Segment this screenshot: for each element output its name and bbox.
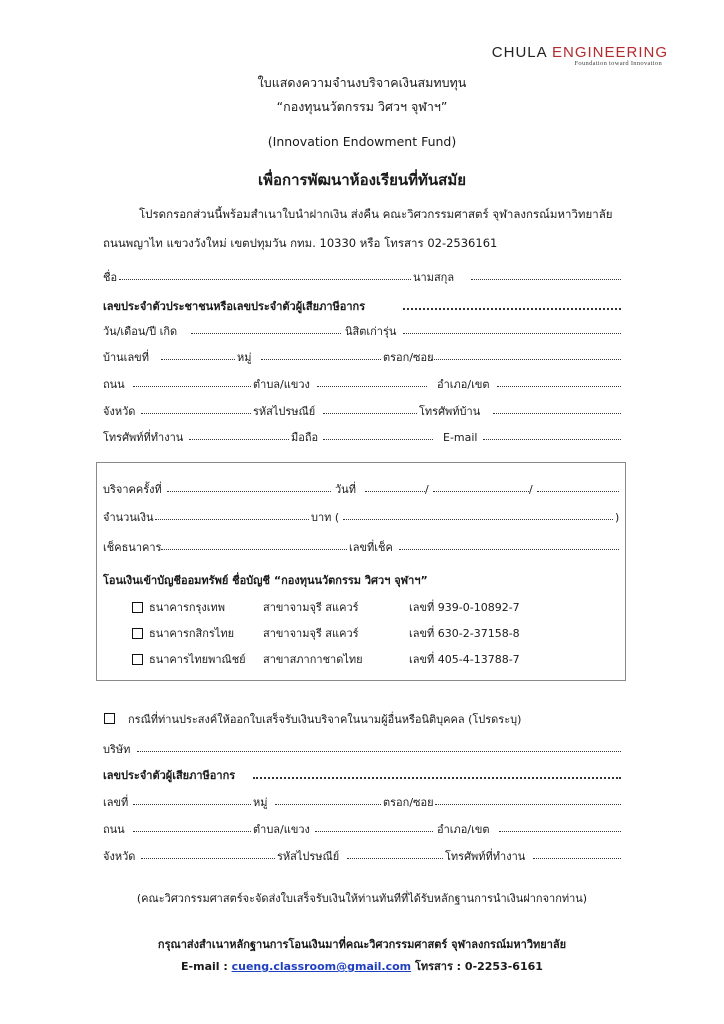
- company-number-field[interactable]: [133, 804, 251, 805]
- bangkok-bank-checkbox[interactable]: [132, 602, 143, 613]
- house-no-field[interactable]: [161, 359, 235, 360]
- soi-field[interactable]: [431, 359, 621, 360]
- instructions-line1: โปรดกรอกส่วนนี้พร้อมสำเนาใบนำฝากเงิน ส่งคืน คณะวิศวกรรมศาสตร์ จุฬาลงกรณ์มหาวิทยาลัย: [139, 207, 613, 221]
- name-field[interactable]: [119, 279, 411, 280]
- donation-details-box: [96, 462, 626, 681]
- fax-contact: โทรสาร : 0-2253-6161: [411, 960, 543, 973]
- province-label: จังหวัด: [103, 405, 136, 418]
- home-phone-field[interactable]: [493, 413, 621, 414]
- amount-words-field[interactable]: [343, 519, 613, 520]
- house-no-label: บ้านเลขที่: [103, 351, 149, 364]
- form-title-purpose: เพื่อการพัฒนาห้องเรียนที่ทันสมัย: [257, 171, 466, 189]
- logo-wordmark: [492, 44, 668, 61]
- scb-bank-branch: สาขาสภากาชาดไทย: [263, 653, 363, 666]
- company-soi-label: ตรอก/ซอย: [383, 796, 434, 809]
- company-subdistrict-field[interactable]: [315, 831, 433, 832]
- kasikorn-bank-name: ธนาคารกสิกรไทย: [149, 627, 235, 640]
- cheque-bank-field[interactable]: [161, 549, 347, 550]
- donation-date-label: วันที่: [335, 483, 356, 496]
- work-phone-field[interactable]: [189, 439, 289, 440]
- road-label: ถนน: [103, 378, 125, 391]
- bangkok-bank-name: ธนาคารกรุงเทพ: [149, 601, 226, 614]
- company-work-phone-label: โทรศัพท์ที่ทำงาน: [445, 850, 526, 863]
- district-label: อำเภอ/เขต: [437, 378, 490, 391]
- company-field[interactable]: [137, 751, 621, 752]
- subdistrict-label: ตำบล/แขวง: [253, 378, 310, 391]
- company-taxid-label: เลขประจำตัวผู้เสียภาษีอากร: [103, 769, 236, 782]
- email-link[interactable]: cueng.classroom@gmail.com: [231, 960, 412, 973]
- logo-tagline: Foundation toward Innovation: [574, 60, 662, 67]
- company-moo-field[interactable]: [275, 804, 381, 805]
- date-day-field[interactable]: [365, 491, 425, 492]
- form-title-english: (Innovation Endowment Fund): [267, 134, 457, 149]
- company-road-label: ถนน: [103, 823, 125, 836]
- taxid-label: เลขประจำตัวประชาชนหรือเลขประจำตัวผู้เสียภาษีอากร: [103, 300, 366, 313]
- alumni-field[interactable]: [403, 333, 621, 334]
- home-phone-label: โทรศัพท์บ้าน: [419, 405, 481, 418]
- work-phone-label: โทรศัพท์ที่ทำงาน: [103, 431, 184, 444]
- amount-label: จำนวนเงิน: [103, 511, 154, 524]
- chula-engineering-logo: [492, 44, 668, 67]
- close-paren: ): [615, 511, 620, 524]
- company-road-field[interactable]: [133, 831, 251, 832]
- donation-times-field[interactable]: [167, 491, 331, 492]
- send-instructions: กรุณาส่งสำเนาหลักฐานการโอนเงินมาที่คณะวิศวกรรมศาสตร์ จุฬาลงกรณ์มหาวิทยาลัย: [157, 938, 567, 951]
- cheque-no-field[interactable]: [399, 549, 619, 550]
- other-receipt-label: กรณีที่ท่านประสงค์ให้ออกใบเสร็จรับเงินบริจาคในนามผู้อื่นหรือนิติบุคคล (โปรดระบุ): [128, 713, 522, 726]
- amount-field[interactable]: [155, 519, 309, 520]
- receipt-note: (คณะวิศวกรรมศาสตร์จะจัดส่งใบเสร็จรับเงินให้ท่านทันทีที่ได้รับหลักฐานการนำเงินฝากจากท่าน): [136, 892, 588, 905]
- alumni-label: นิสิตเก่ารุ่น: [345, 325, 397, 338]
- mobile-field[interactable]: [323, 439, 433, 440]
- company-postcode-label: รหัสไปรษณีย์: [277, 850, 340, 863]
- moo-label: หมู่: [237, 351, 252, 364]
- company-district-field[interactable]: [499, 831, 621, 832]
- dob-label: วัน/เดือน/ปี เกิด: [103, 325, 178, 338]
- date-year-field[interactable]: [537, 491, 619, 492]
- bangkok-bank-account: เลขที่ 939-0-10892-7: [409, 601, 520, 614]
- logo-text-chula: CHULA: [491, 44, 552, 61]
- moo-field[interactable]: [261, 359, 381, 360]
- donation-times-label: บริจาคครั้งที่: [103, 483, 162, 496]
- transfer-heading: โอนเงินเข้าบัญชีออมทรัพย์ ชื่อบัญชี “กองทุนนวัตกรรม วิศวฯ จุฬาฯ”: [103, 574, 428, 587]
- scb-bank-checkbox[interactable]: [132, 654, 143, 665]
- road-field[interactable]: [133, 386, 251, 387]
- cheque-bank-label: เช็คธนาคาร: [103, 541, 162, 554]
- scb-bank-account: เลขที่ 405-4-13788-7: [409, 653, 520, 666]
- company-label: บริษัท: [103, 743, 131, 756]
- kasikorn-bank-checkbox[interactable]: [132, 628, 143, 639]
- dob-field[interactable]: [191, 333, 341, 334]
- postcode-label: รหัสไปรษณีย์: [253, 405, 316, 418]
- province-field[interactable]: [141, 413, 251, 414]
- other-receipt-checkbox[interactable]: [104, 713, 115, 724]
- contact-line: [0, 957, 724, 975]
- company-postcode-field[interactable]: [347, 858, 443, 859]
- date-slash-2: /: [529, 483, 533, 496]
- subdistrict-field[interactable]: [317, 386, 427, 387]
- instructions-line2: ถนนพญาไท แขวงวังใหม่ เขตปทุมวัน กทม. 10330 หรือ โทรสาร 02-2536161: [103, 236, 498, 250]
- bangkok-bank-branch: สาขาจามจุรี สแควร์: [263, 601, 359, 614]
- kasikorn-bank-branch: สาขาจามจุรี สแควร์: [263, 627, 359, 640]
- surname-field[interactable]: [471, 279, 621, 280]
- logo-text-engineering: ENGINEERING: [551, 44, 668, 61]
- postcode-field[interactable]: [323, 413, 417, 414]
- company-province-field[interactable]: [141, 858, 275, 859]
- taxid-field[interactable]: [403, 308, 621, 310]
- company-work-phone-field[interactable]: [533, 858, 621, 859]
- baht-label: บาท (: [311, 511, 340, 524]
- name-label: ชื่อ: [103, 271, 118, 284]
- email-field[interactable]: [483, 439, 621, 440]
- company-taxid-field[interactable]: [253, 777, 621, 779]
- date-month-field[interactable]: [433, 491, 529, 492]
- email-contact-label: E-mail :: [181, 960, 232, 973]
- company-subdistrict-label: ตำบล/แขวง: [253, 823, 310, 836]
- cheque-no-label: เลขที่เช็ค: [349, 541, 393, 554]
- email-label: E-mail: [443, 431, 478, 444]
- company-moo-label: หมู่: [253, 796, 268, 809]
- company-soi-field[interactable]: [435, 804, 621, 805]
- surname-label: นามสกุล: [413, 271, 455, 284]
- soi-label: ตรอก/ซอย: [383, 351, 434, 364]
- form-title-line1: ใบแสดงความจำนงบริจาคเงินสมทบทุน: [257, 75, 467, 90]
- mobile-label: มือถือ: [291, 431, 319, 444]
- date-slash-1: /: [425, 483, 429, 496]
- scb-bank-name: ธนาคารไทยพาณิชย์: [149, 653, 246, 666]
- district-field[interactable]: [497, 386, 621, 387]
- form-title-fund-name: “กองทุนนวัตกรรม วิศวฯ จุฬาฯ”: [276, 99, 448, 114]
- company-province-label: จังหวัด: [103, 850, 136, 863]
- kasikorn-bank-account: เลขที่ 630-2-37158-8: [409, 627, 520, 640]
- company-number-label: เลขที่: [103, 796, 129, 809]
- company-district-label: อำเภอ/เขต: [437, 823, 490, 836]
